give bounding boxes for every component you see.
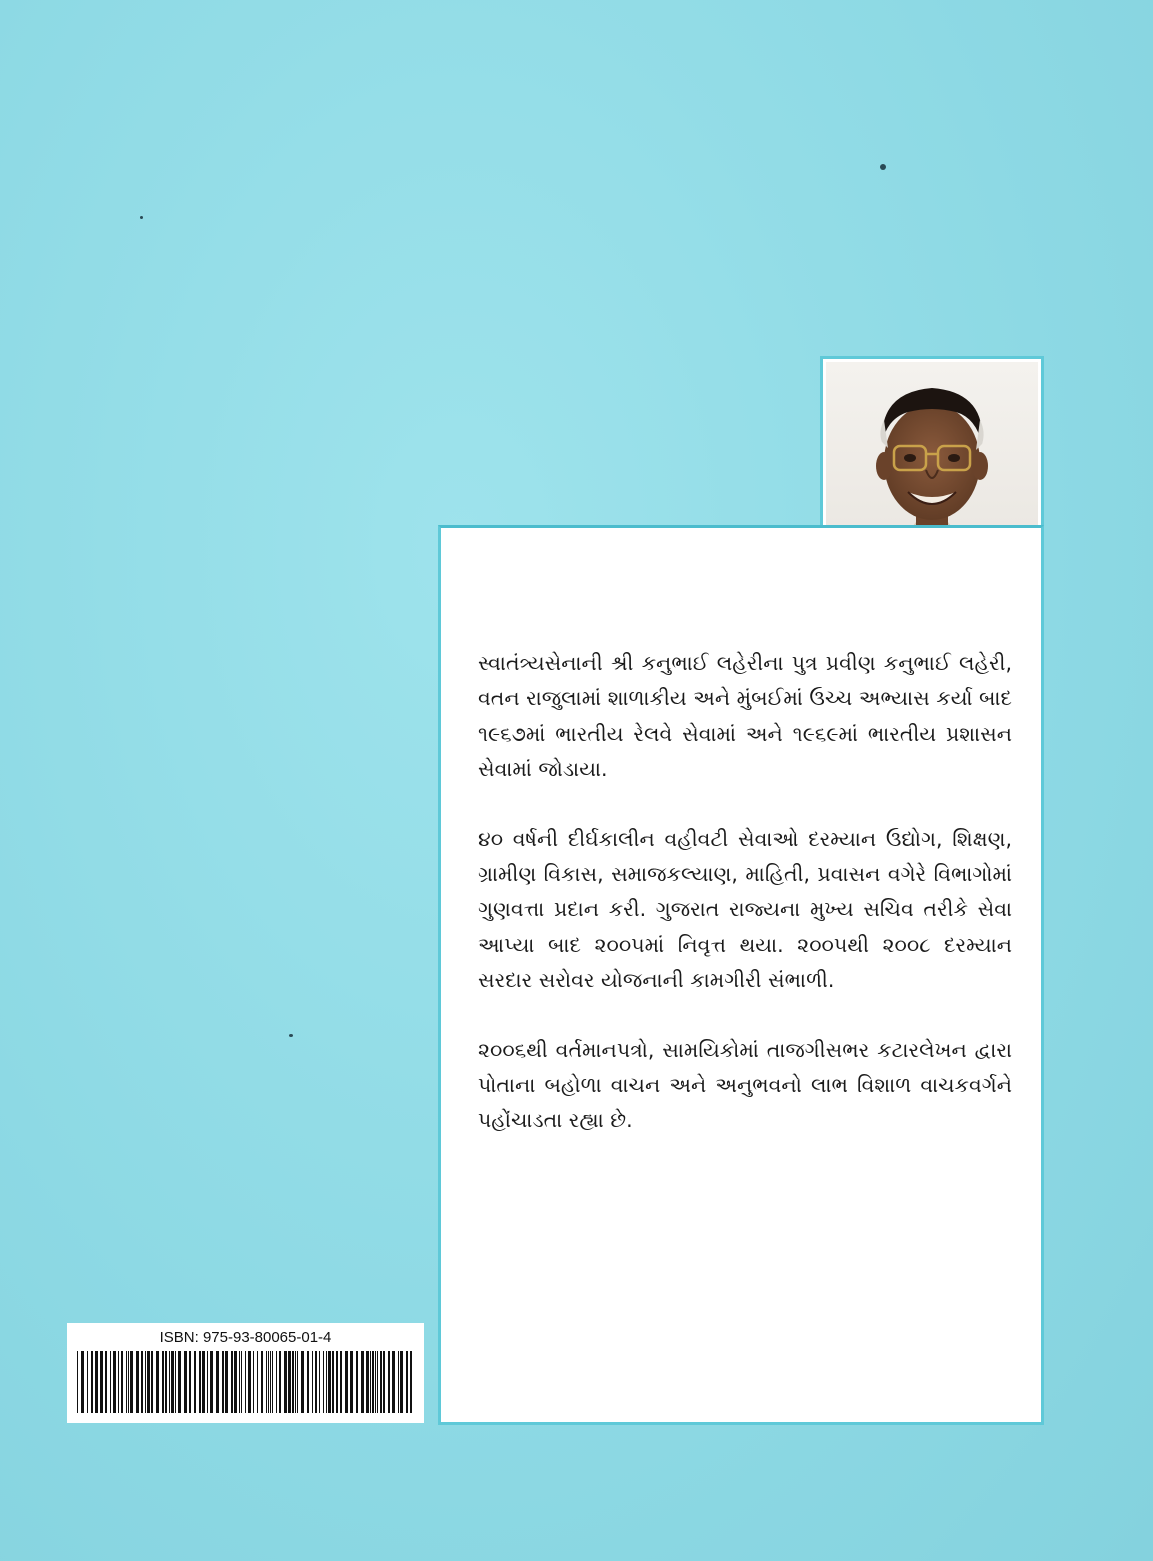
barcode-bar <box>370 1351 371 1413</box>
barcode-bar <box>216 1351 219 1413</box>
barcode-bar <box>178 1351 181 1413</box>
author-bio-text <box>478 646 1012 1173</box>
barcode-bar <box>332 1351 334 1413</box>
barcode-bar <box>361 1351 364 1413</box>
barcode-bar <box>121 1351 123 1413</box>
barcode-bar <box>272 1351 273 1413</box>
barcode-bar <box>366 1351 369 1413</box>
barcode-bar <box>95 1351 98 1413</box>
bio-paragraph-2: ૪૦ વર્ષની દીર્ઘકાલીન વહીવટી સેવાઓ દરમ્યાન ઉદ્યોગ, શિક્ષણ, ગ્રામીણ વિકાસ, સમાજકલ્યાણ, માહિતી, પ્રવાસન વગેરે વિભાગોમાં ગુણવત્તા પ્રદાન કરી. ગુજરાત રાજ્યના મુખ્ય સચિવ તરીકે સેવા આપ્યા બાદ ૨૦૦૫માં નિવૃત્ત થયા. ૨૦૦૫થી ૨૦૦૮ દરમ્યાન સરદાર સરોવર યોજનાની કામગીરી સંભાળી. <box>478 826 1012 993</box>
barcode-bar <box>241 1351 242 1413</box>
barcode-bar <box>340 1351 342 1413</box>
barcode-bar <box>288 1351 291 1413</box>
barcode-bar <box>128 1351 129 1413</box>
barcode-bar <box>372 1351 374 1413</box>
barcode-bar <box>147 1351 150 1413</box>
barcode-bar <box>194 1351 196 1413</box>
barcode-bar <box>356 1351 358 1413</box>
barcode-bar <box>377 1351 378 1413</box>
barcode-bar <box>184 1351 187 1413</box>
barcode-bar <box>175 1351 176 1413</box>
barcode-bar <box>81 1351 84 1413</box>
barcode-bar <box>118 1351 119 1413</box>
barcode-bar <box>315 1351 317 1413</box>
barcode-bar <box>210 1351 213 1413</box>
barcode-bar <box>141 1351 143 1413</box>
print-speck <box>140 216 143 219</box>
barcode-bar <box>307 1351 309 1413</box>
barcode-bar <box>380 1351 382 1413</box>
barcode-bar <box>345 1351 348 1413</box>
print-speck <box>880 164 886 170</box>
barcode-bar <box>199 1351 201 1413</box>
barcode-bar <box>231 1351 233 1413</box>
barcode-bar <box>295 1351 296 1413</box>
barcode-bar <box>319 1351 320 1413</box>
barcode-bar <box>375 1351 376 1413</box>
barcode-bar <box>110 1351 111 1413</box>
barcode-bar <box>312 1351 313 1413</box>
barcode-bar <box>253 1351 254 1413</box>
barcode-bar <box>145 1351 146 1413</box>
barcode-bar <box>292 1351 294 1413</box>
barcode-bar <box>165 1351 167 1413</box>
barcode-bar <box>326 1351 327 1413</box>
barcode-bar <box>261 1351 263 1413</box>
barcode-bar <box>248 1351 251 1413</box>
barcode-bar <box>151 1351 153 1413</box>
barcode-bar <box>162 1351 164 1413</box>
barcode-bar <box>113 1351 116 1413</box>
barcode-bar <box>336 1351 338 1413</box>
isbn-barcode-box <box>67 1323 424 1423</box>
barcode-bar <box>87 1351 88 1413</box>
barcode-bar <box>266 1351 267 1413</box>
barcode-bar <box>400 1351 403 1413</box>
barcode-bar <box>406 1351 408 1413</box>
barcode-bar <box>350 1351 353 1413</box>
barcode-bar <box>169 1351 170 1413</box>
barcode-bar <box>171 1351 174 1413</box>
barcode-bar <box>77 1351 78 1413</box>
isbn-label: ISBN: 975-93-80065-01-4 <box>159 1329 332 1346</box>
barcode-bar <box>225 1351 228 1413</box>
barcode-bar <box>156 1351 159 1413</box>
barcode-bar <box>268 1351 269 1413</box>
print-speck <box>289 1034 293 1037</box>
barcode-bar <box>276 1351 277 1413</box>
barcode-bar <box>284 1351 287 1413</box>
barcode-bar <box>328 1351 331 1413</box>
bio-paragraph-1: સ્વાતંત્ર્યસેનાની શ્રી કનુભાઈ લહેરીના પુત્ર પ્રવીણ કનુભાઈ લહેરી, વતન રાજુલામાં શાળાકીય અને મુંબઈમાં ઉચ્ચ અભ્યાસ કર્યા બાદ ૧૯૬૭માં ભારતીય રેલવે સેવામાં અને ૧૯૬૯માં ભારતીય પ્રશાસન સેવામાં જોડાયા. <box>478 651 1012 782</box>
barcode-bar <box>239 1351 240 1413</box>
barcode-bar <box>91 1351 93 1413</box>
barcode-bar <box>222 1351 224 1413</box>
barcode-bar <box>279 1351 281 1413</box>
barcode-bar <box>234 1351 237 1413</box>
barcode-bar <box>301 1351 304 1413</box>
barcode-bar <box>392 1351 395 1413</box>
barcode-bar <box>207 1351 208 1413</box>
barcode-bar <box>126 1351 127 1413</box>
barcode-bar <box>245 1351 246 1413</box>
barcode-bar <box>105 1351 107 1413</box>
barcode-bar <box>410 1351 412 1413</box>
barcode-bar <box>270 1351 271 1413</box>
barcode-bar <box>323 1351 324 1413</box>
barcode-bar <box>189 1351 191 1413</box>
barcode-bar <box>202 1351 205 1413</box>
barcode-bar <box>130 1351 133 1413</box>
barcode-bar <box>398 1351 399 1413</box>
author-bio-panel <box>438 525 1044 1425</box>
barcode-bar <box>297 1351 298 1413</box>
barcode-bar <box>100 1351 103 1413</box>
barcode-bar <box>383 1351 385 1413</box>
barcode-bar <box>257 1351 258 1413</box>
barcode-bar <box>388 1351 390 1413</box>
barcode-bar <box>136 1351 139 1413</box>
barcode-icon <box>77 1351 414 1413</box>
bio-paragraph-3: ૨૦૦૬થી વર્તમાનપત્રો, સામયિકોમાં તાજગીસભર કટારલેખન દ્વારા પોતાના બહોળા વાચન અને અનુભવનો લાભ વિશાળ વાચકવર્ગને પહોંચાડતા રહ્યા છે. <box>478 1037 1012 1133</box>
